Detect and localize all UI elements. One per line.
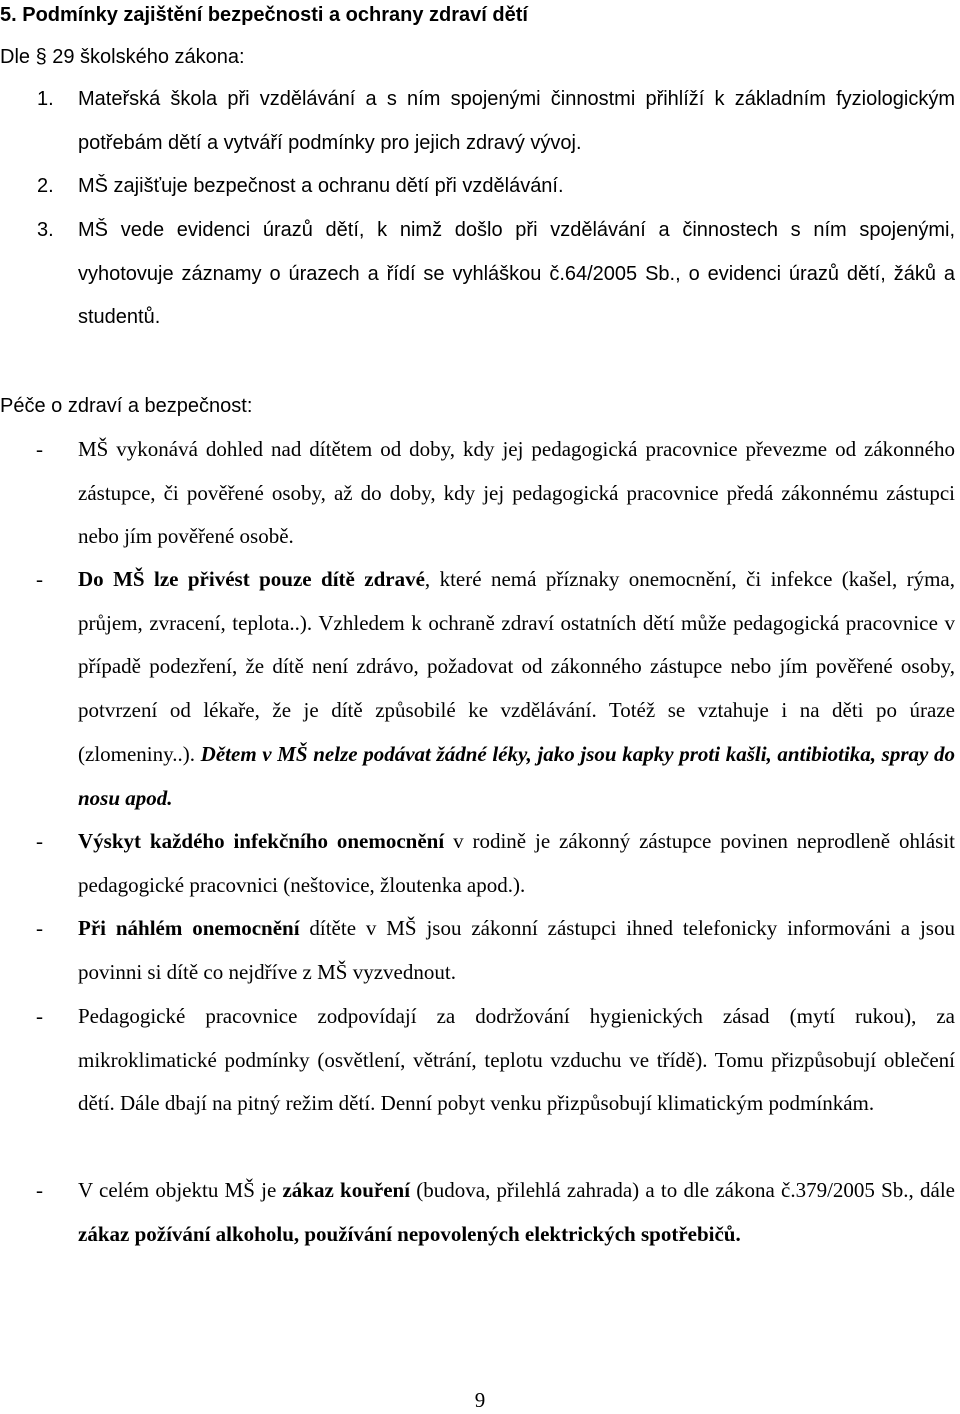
bullet-dash: - [36, 567, 43, 591]
bullet-text [78, 1169, 955, 1256]
law-item-number: 2. [37, 175, 54, 197]
law-item-text-b: , o evidenci úrazů dětí, žáků a studentů. [78, 262, 955, 328]
bullet-plain-text: (budova, přilehlá zahrada) a to dle zákona č.379/2005 Sb., dále [410, 1178, 955, 1202]
bullet-bold-text: Při náhlém onemocnění [78, 916, 300, 940]
bullet-bold-text: zákaz požívání alkoholu, používání nepovolených elektrických spotřebičů. [78, 1221, 741, 1246]
bullet-dash: - [36, 1004, 43, 1028]
bullet-bold-text: Do MŠ lze přivést pouze dítě zdravé [78, 567, 425, 591]
bullet-text: Pedagogické pracovnice zodpovídají za dodržování hygienických zásad (mytí rukou), za mikroklimatické podmínky (osvětlení, větrání, teplotu vzduchu ve třídě). Tomu přizpůsobují oblečení dětí. Dále dbají na pitný režim dětí. Denní pobyt venku přizpůsobují klimatickým podmínkám. [78, 1004, 955, 1116]
bullet-plain-text: dítěte v MŠ jsou zákonní zástupci ihned telefonicky informováni a jsou povinni si dítě co nejdříve z MŠ vyzvednout. [78, 916, 955, 984]
page-number: 9 [474, 1388, 486, 1412]
law-item-2 [0, 165, 955, 209]
bullet-plain-text: , které nemá příznaky onemocnění, či infekce (kašel, rýma, průjem, zvracení, teplota..). Vzhledem k ochraně zdraví ostatních dětí může pedagogická pracovnice v případě podezření, že dítě není zdrávo, požadovat od zákonného zástupce nebo jím pověřené osoby, potvrzení od lékaře, že je dítě způsobilé ke vzdělávání. Totéž se vztahuje i na děti po úraze (zlomeniny..). [78, 567, 956, 766]
law-item-text [78, 209, 955, 340]
bullet-dash: - [36, 916, 43, 940]
law-item-number: 1. [37, 88, 54, 110]
bullet-dash: - [36, 829, 43, 853]
bullet-bold-italic-text: Dětem v MŠ nelze podávat žádné léky, jako jsou kapky proti kašli, antibiotika, spray do nosu apod. [78, 741, 955, 810]
bullet-dash: - [36, 1178, 43, 1202]
bullet-text: MŠ vykonává dohled nad dítětem od doby, kdy jej pedagogická pracovnice převezme od zákonného zástupce, či pověřené osoby, až do doby, kdy jej pedagogická pracovnice předá zákonnému zástupci nebo jím pověřené osobě. [78, 437, 955, 549]
bullet-text [78, 820, 955, 907]
law-item-text: Mateřská škola při vzdělávání a s ním spojenými činnostmi přihlíží k základním fyziologickým potřebám dětí a vytváří podmínky pro jejich zdravý vývoj. [78, 88, 955, 154]
intro-line: Dle § 29 školského zákona: [0, 46, 245, 68]
law-item-text: MŠ zajišťuje bezpečnost a ochranu dětí při vzdělávání. [78, 175, 564, 197]
bullet-bold-text: Výskyt každého infekčního onemocnění [78, 829, 445, 853]
bullet-plain-text: v rodině je zákonný zástupce povinen neprodleně ohlásit pedagogické pracovnici (neštovice, žloutenka apod.). [78, 829, 955, 897]
care-heading: Péče o zdraví a bezpečnost: [0, 395, 253, 417]
law-item-text-a: MŠ vede evidenci úrazů dětí, k nimž došlo při vzdělávání a činnostech s ním spojenými, vyhotovuje záznamy o úrazech a řídí se vyhláškou č.64/2005 Sb. [78, 219, 955, 285]
bullet-text [78, 907, 955, 994]
bullet-text [78, 558, 955, 820]
section-heading: 5. Podmínky zajištění bezpečnosti a ochrany zdraví dětí [0, 4, 528, 26]
law-item-1 [0, 78, 955, 168]
bullet-bold-text: zákaz kouření [282, 1178, 411, 1202]
bullet-plain-text: V celém objektu MŠ je [78, 1178, 283, 1202]
law-item-3 [0, 209, 955, 344]
law-item-number: 3. [37, 219, 54, 241]
bullet-dash: - [36, 437, 43, 461]
